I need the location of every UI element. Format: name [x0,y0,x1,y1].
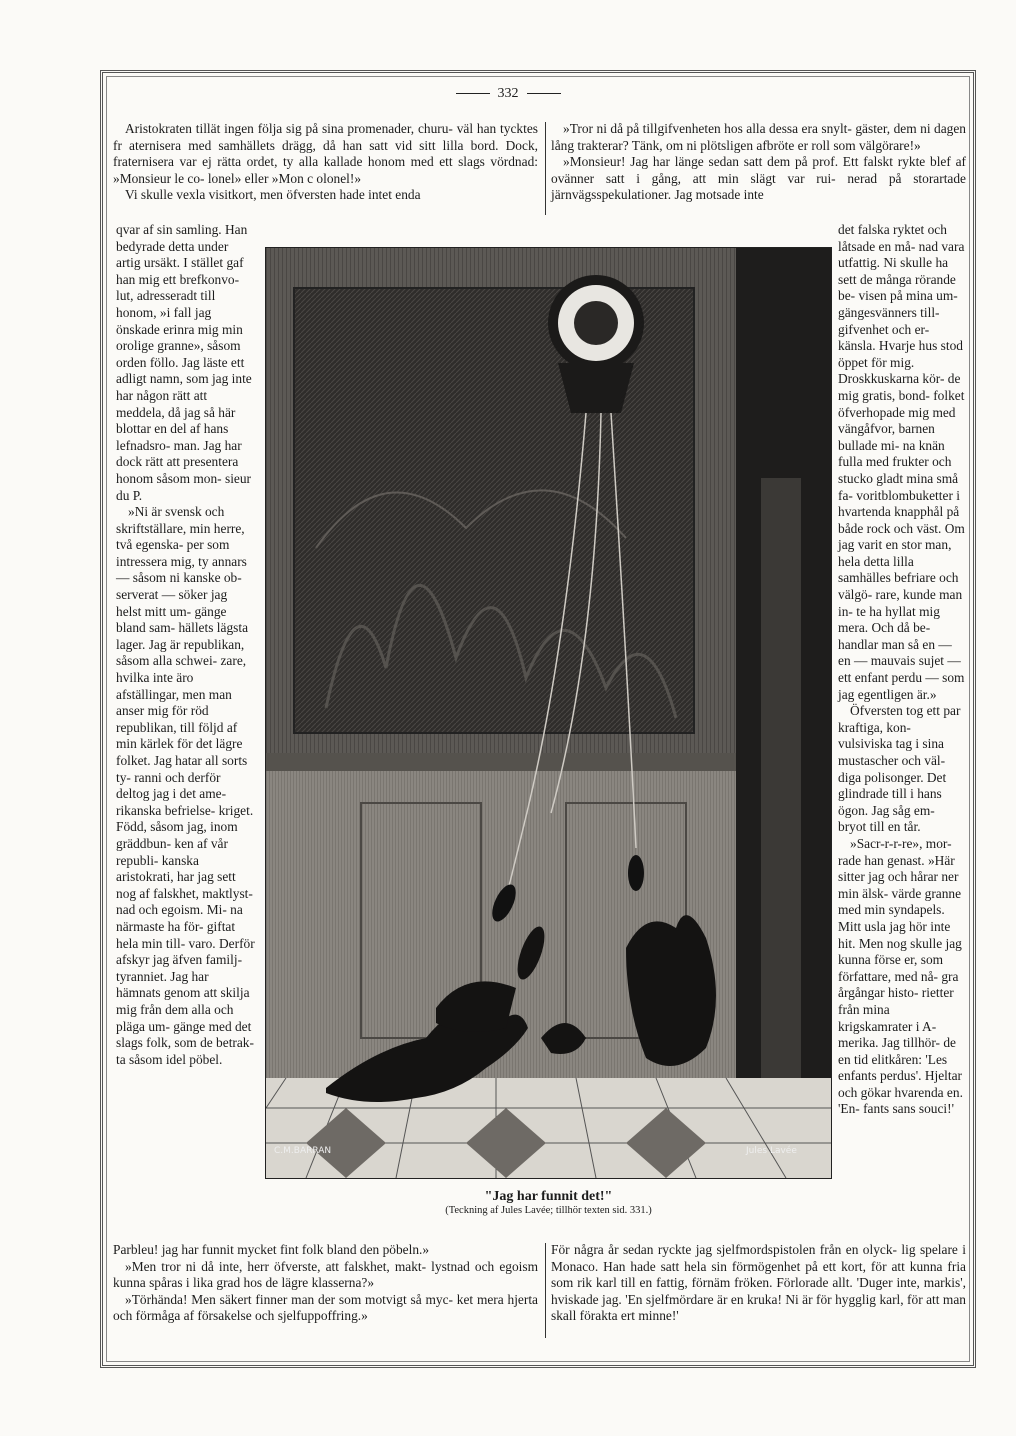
paragraph: det falska ryktet och låtsade en må- nad vara utfattig. Ni skulle ha sett de många rörande be- visen på mina um- gängesvänners till- gifvenhet och er- känsla. Hvarje hus stod öppet för mig. Droskkuskarna kör- de mig gratis, bond- folket öfverhopade mig med vängåfvor, barnen bullade mi- na knän fulla med frukter och stucko gladt mina små fa- voritblombuketter i hvartenda knapphål på både rock och väst. Om jag varit en stor man, hela detta lilla samhälles befriare och välgö- rare, kunde man in- te ha hyllat mig mera. Och då be- handlar man så en — en — mauvais sujet — ett enfant perdu — som jag egentligen är.» [838,222,965,702]
caption-title: "Jag har funnit det!" [484,1189,613,1204]
paragraph: Aristokraten tillät ingen följa sig på sina promenader, churu- väl han tycktes fr aternisera med samhällets drägg, då han satt vid sitt lilla bord. Dock, fraternisera var ej rätta ordet, ty alla kallade honom med ett slags vördnad: »Monsieur le co- lonel» eller »Mon c olonel!» [113,121,538,186]
paragraph: »Sacr-r-r-re», mor- rade han genast. »Här sitter jag och hårar ner min älsk- värde granne med min syndapels. Mitt usla jag hör inte hit. Men nog skulle jag kunna förse er, som författare, med nå- gra årgångar histo- rietter från mina krigskamrater i A- merika. Jag tillhör- de en tid elitkåren: 'Les enfants perdus'. Hjeltar och gökar hvarenda en. 'En- fants sans souci!' [838,835,963,1117]
paragraph: För några år sedan ryckte jag sjelfmordspistolen från en olyck- lig spelare i Monaco. Han hade satt hela sin förmögenhet på ett kort, för att kunna fria som rik karl till en fattig, förnäm fröken. Förlorade allt. 'Duger inte, markis', hviskade jag. 'En sjelfmördare är en kruka! Ni är för hygglig karl, för att man skall förakta ert minne!' [551,1242,966,1324]
bottom-left-column [113,1242,538,1325]
signature-right: Jules Lavée [746,1146,797,1156]
caption-subtitle: (Teckning af Jules Lavée; tillhör texten sid. 331.) [445,1205,652,1216]
paragraph: Öfversten tog ett par kraftiga, kon- vulsiviska tag i sina mustascher och väl- diga polisonger. Det glindrade till i hans ögon. Jag såg em- bryot till en tår. [838,703,961,835]
engraving-drawing [266,248,831,1178]
paragraph: »Ni är svensk och skriftställare, min herre, två egenska- per som intressera mig, ty annars — såsom ni kanske ob- serverat — söker jag helst mitt um- gänge bland sam- hällets lägsta lager. Jag är republikan, såsom alla schwei- zare, hvilka inte äro afställingar, men man anser mig för röd republikan, till följd af min kärlek för det lägre folket. Jag hatar all sorts ty- ranni och derför deltog jag i det ame- rikanska befrielse- kriget. Född, såsom jag, inom gräddbun- ken af vår republi- kanska aristokrati, har jag sett nog af falskhet, maktlyst- nad och egoism. Mi- na närmaste ha för- giftat hela min till- varo. Derför afskyr jag äfven familj- tyranniet. Jag har hämnats genom att skilja mig från dem alla och pläga um- gänge med det slags folk, som de betrak- ta såsom idel pöbel. [116,504,255,1067]
paragraph: qvar af sin samling. Han bedyrade detta under artig ursäkt. I stället gaf han mig ett brefkonvo- lut, adresseradt till honom, »i fall jag önskade erinra mig min orolige granne», såsom orden föllo. Jag läste ett adligt namn, som jag inte har någon rätt att meddela, då jag så här blottar en del af hans lefnadsro- man. Jag har dock rätt att presentera honom såsom mon- sieur du P. [116,222,252,503]
top-left-column [113,121,538,204]
column-rule-top [545,122,546,215]
paragraph: Parbleu! jag har funnit mycket fint folk bland den pöbeln.» [113,1242,430,1257]
paragraph: »Men tror ni då inte, herr öfverste, att falskhet, makt- lystnad och egoism kunna spåras i lika grad hos de lägre klasserna?» [113,1258,538,1291]
signature-left: C.M.BARRAN [274,1146,332,1156]
paragraph: »Törhända! Men säkert finner man der som motvigt så myc- ket mera hjerta och förmåga af försakelse och sjelfuppoffring.» [113,1291,538,1324]
illustration-caption [265,1189,832,1216]
top-right-column [551,121,966,204]
bottom-right-column [551,1242,966,1325]
paragraph: »Monsieur! Jag har länge sedan satt dem på prof. Ett falskt rykte blef af ovänner satt i gång, att min slägt var rui- nerad på storartade järnvägsspekulationer. Jag motsade inte [551,154,966,203]
column-rule-bottom [545,1243,546,1338]
paragraph: Vi skulle vexla visitkort, men öfversten hade intet enda [125,187,421,203]
engraving-illustration [265,247,832,1179]
paragraph: »Tror ni då på tillgifvenheten hos alla dessa era snylt- gäster, dem ni dagen lång trakterar? Tänk, om ni plötsligen afbröte er roll som välgörare!» [551,121,966,153]
left-narrow-column [116,222,255,1068]
page-number-line [0,86,1016,102]
right-narrow-column [838,222,966,1118]
page-number: 332 [497,86,519,101]
tapestry [294,288,694,733]
